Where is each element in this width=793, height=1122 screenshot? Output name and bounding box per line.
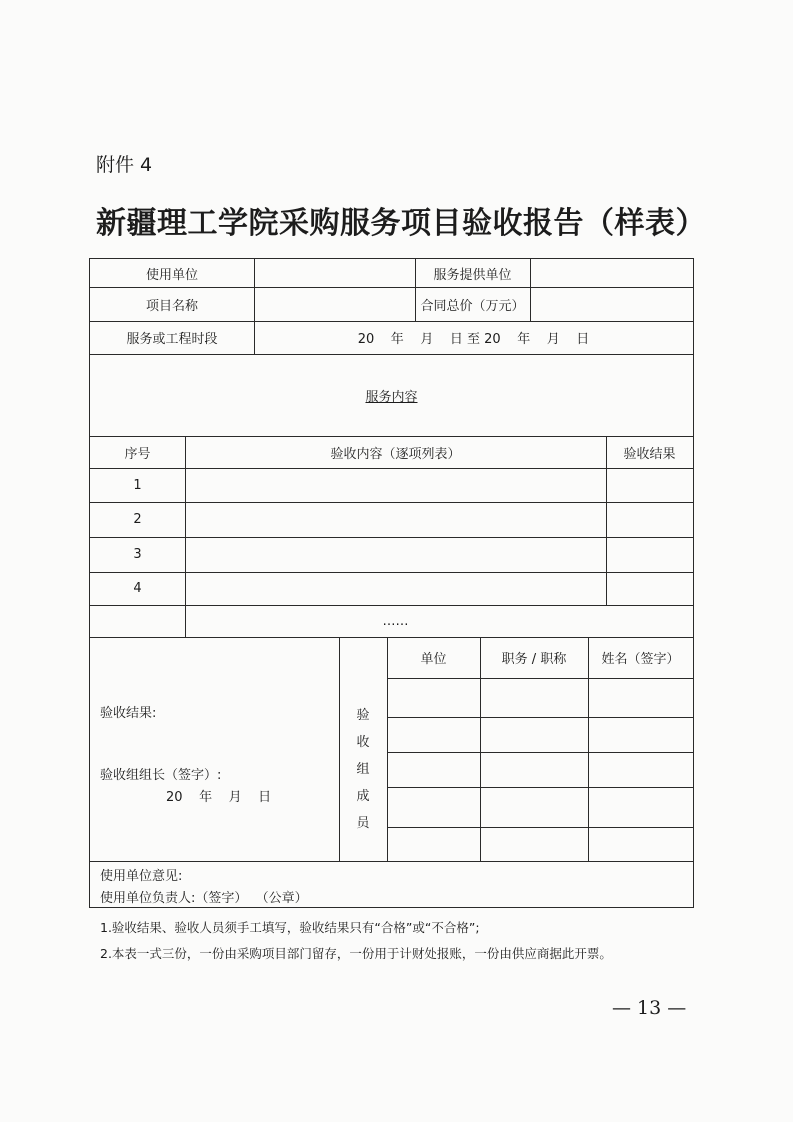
page-number: — 13 — [612,997,687,1019]
note-2: 2.本表一式三份，一份由采购项目部门留存，一份用于计财处报账，一份由供应商据此开票。 [100,946,612,961]
member-col-name: 姓名（签字） [601,652,680,667]
attachment-label: 附件 4 [96,154,153,176]
table-row: 2 [133,512,142,527]
col-header-number: 序号 [124,446,151,462]
responsible-label: 使用单位负责人:（签字） （公章） [100,890,308,906]
ellipsis-row: …… [382,613,409,629]
col-header-result: 验收结果 [623,446,676,462]
period-value: 20 年 月 日 至 20 年 月 日 [357,332,590,347]
note-1: 1.验收结果、验收人员须手工填写，验收结果只有“合格”或“不合格”; [100,920,480,935]
member-col-position: 职务 / 职称 [501,652,567,667]
acceptance-result-label: 验收结果: [100,705,157,721]
opinion-label: 使用单位意见: [100,868,183,884]
leader-date: 20 年 月 日 [166,789,272,805]
table-row: 1 [133,477,142,493]
page-title: 新疆理工学院采购服务项目验收报告（样表） [96,206,706,241]
table-row: 4 [133,581,142,596]
table-row: 3 [133,547,142,562]
members-vertical-label: 验 收 组 成 员 [356,707,370,831]
member-col-unit: 单位 [420,652,447,667]
contract-total-label: 合同总价（万元） [420,298,525,314]
service-content-label: 服务内容 [365,389,418,405]
user-unit-label: 使用单位 [145,267,198,283]
acceptance-report-table [89,258,694,908]
period-label: 服务或工程时段 [126,332,218,347]
leader-sign-label: 验收组组长（签字）: [100,767,222,783]
provider-label: 服务提供单位 [433,267,512,283]
project-name-label: 项目名称 [145,298,198,314]
col-header-content: 验收内容（逐项列表） [330,446,461,462]
